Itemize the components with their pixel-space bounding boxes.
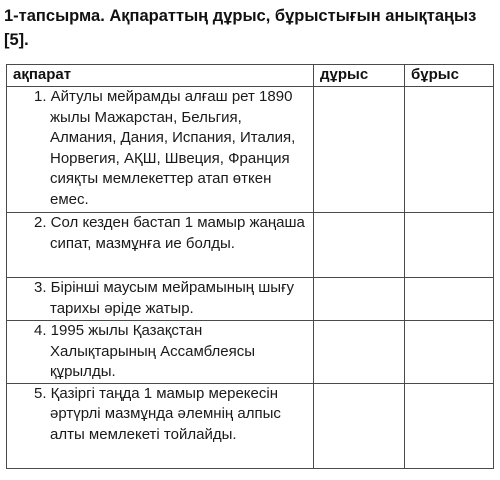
table-row	[7, 87, 494, 213]
statement-text: 3. Бірінші маусым мейрамының шығу тарихы әріде жатыр.	[34, 279, 295, 317]
false-answer-cell[interactable]	[405, 321, 494, 384]
table-header-row	[7, 65, 494, 87]
header-true: дұрыс	[314, 65, 405, 87]
true-answer-cell[interactable]	[314, 321, 405, 384]
statement-cell	[7, 383, 314, 468]
true-answer-cell[interactable]	[314, 87, 405, 213]
table-row	[7, 383, 494, 468]
statement-cell	[7, 278, 314, 321]
true-answer-cell[interactable]	[314, 213, 405, 278]
false-answer-cell[interactable]	[405, 278, 494, 321]
true-false-table	[6, 64, 494, 469]
table-row	[7, 213, 494, 278]
false-answer-cell[interactable]	[405, 383, 494, 468]
statement-cell	[7, 213, 314, 278]
task-title: 1-тапсырма. Ақпараттың дұрыс, бұрыстығын анықтаңыз [5].	[4, 7, 477, 49]
table-row	[7, 278, 494, 321]
statement-cell	[7, 321, 314, 384]
true-answer-cell[interactable]	[314, 383, 405, 468]
statement-text: 1. Айтулы мейрамды алғаш рет 1890 жылы Мажарстан, Бельгия, Алмания, Дания, Испания, Италия, Норвегия, АҚШ, Швеция, Франция сияқты мемлекеттер атап өткен емес.	[34, 88, 296, 208]
false-answer-cell[interactable]	[405, 213, 494, 278]
true-answer-cell[interactable]	[314, 278, 405, 321]
header-false: бұрыс	[405, 65, 494, 87]
statement-text: 5. Қазіргі таңда 1 мамыр мерекесін әртүрлі мазмұнда әлемнің алпыс алты мемлекеті тойлайды.	[34, 384, 281, 443]
statement-text: 4. 1995 жылы Қазақстан Халықтарының Ассамблеясы құрылды.	[34, 322, 256, 381]
false-answer-cell[interactable]	[405, 87, 494, 213]
table-row	[7, 321, 494, 384]
statement-text: 2. Сол кезден бастап 1 мамыр жаңаша сипат, мазмұнға ие болды.	[34, 214, 305, 252]
header-info: ақпарат	[7, 65, 314, 87]
statement-cell	[7, 87, 314, 213]
